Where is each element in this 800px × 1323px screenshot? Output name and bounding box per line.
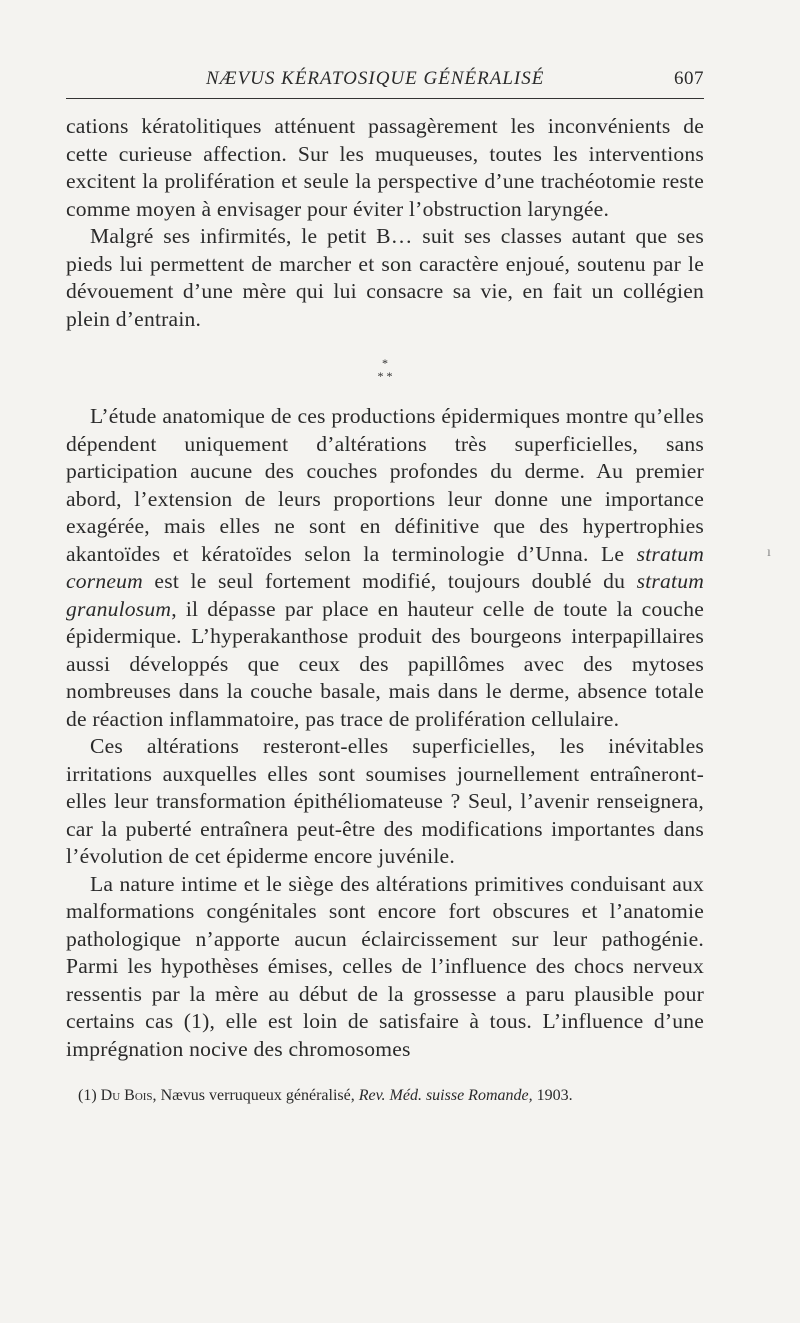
footnote-journal: Rev. Méd. suisse Romande, <box>358 1087 533 1104</box>
paragraph-5: La nature intime et le siège des altérations primitives conduisant aux malformations congénitales sont encore fort obscures et l’anatomie pathologique n’apporte aucun éclaircissement sur leur pathogénie. Parmi les hypothèses émises, celles de l’influence des chocs nerveux ressentis par la mère au début de la grossesse a paru plausible pour certains cas (1), elle est loin de satisfaire à tous. L’influence d’une imprégnation nocive des chromosomes <box>66 871 704 1061</box>
paragraph-3-part-3: , il dépasse par place en hauteur celle de toute la couche épidermique. L’hyperakanthose produit des bourgeons interpapillaires aussi développés que ceux des papillômes avec des mytoses nombreuses dans la couche basale, mais dans le derme, absence totale de réaction inflammatoire, pas trace de prolifération cellulaire. <box>66 596 704 731</box>
footnote-year: 1903. <box>536 1087 573 1104</box>
section-break-asterism <box>66 357 704 383</box>
footnote-title: Nævus verruqueux généralisé, <box>160 1087 355 1104</box>
latin-term-stratum-corneum: stratum corneum <box>66 541 704 593</box>
body-text <box>66 113 704 1063</box>
paragraph-1: cations kératolitiques atténuent passagèrement les inconvénients de cette curieuse affection. Sur les muqueuses, toutes les interventions excitent la prolifération et seule la perspective d’une trachéotomie reste comme moyen à envisager pour éviter l’obstruction laryngée. <box>66 114 704 221</box>
page-number: 607 <box>674 68 704 89</box>
footnote-author: Du Bois, <box>100 1087 157 1104</box>
header-rule <box>66 98 704 99</box>
latin-term-stratum-granulosum: stratum granulosum <box>66 569 704 621</box>
footnote <box>66 1085 704 1107</box>
asterism-bottom: * * <box>377 369 393 383</box>
running-title: NÆVUS KÉRATOSIQUE GÉNÉRALISÉ <box>206 68 545 89</box>
book-page <box>66 60 704 1107</box>
paragraph-3-part-1: L’étude anatomique de ces productions épidermiques montre qu’elles dépendent uniquement d’altérations très superficielles, sans participation aucune des couches profondes du derme. Au premier abord, l’extension de leurs proportions leur donne une importance exagérée, mais elles ne sont en définitive que des hypertrophies akantoïdes et kératoïdes selon la terminologie d’Unna. Le <box>66 404 704 566</box>
margin-mark: ı <box>767 545 771 560</box>
paragraph-2: Malgré ses infirmités, le petit B… suit ses classes autant que ses pieds lui permettent de marcher et son caractère enjoué, soutenu par le dévouement d’une mère qui lui consacre sa vie, en fait un collégien plein d’entrain. <box>66 224 704 331</box>
paragraph-3-part-2: est le seul fortement modifié, toujours doublé du <box>142 569 637 593</box>
paragraph-3 <box>66 403 704 733</box>
running-header <box>66 60 704 94</box>
footnote-marker: (1) <box>78 1087 97 1104</box>
paragraph-4: Ces altérations resteront-elles superficielles, les inévitables irritations auxquelles elles sont soumises journellement entraîneront-elles leur transformation épithéliomateuse ? Seul, l’avenir renseignera, car la puberté entraînera peut-être des modifications importantes dans l’évolution de cet épiderme encore juvénile. <box>66 734 704 868</box>
asterism-top: * <box>382 356 388 370</box>
